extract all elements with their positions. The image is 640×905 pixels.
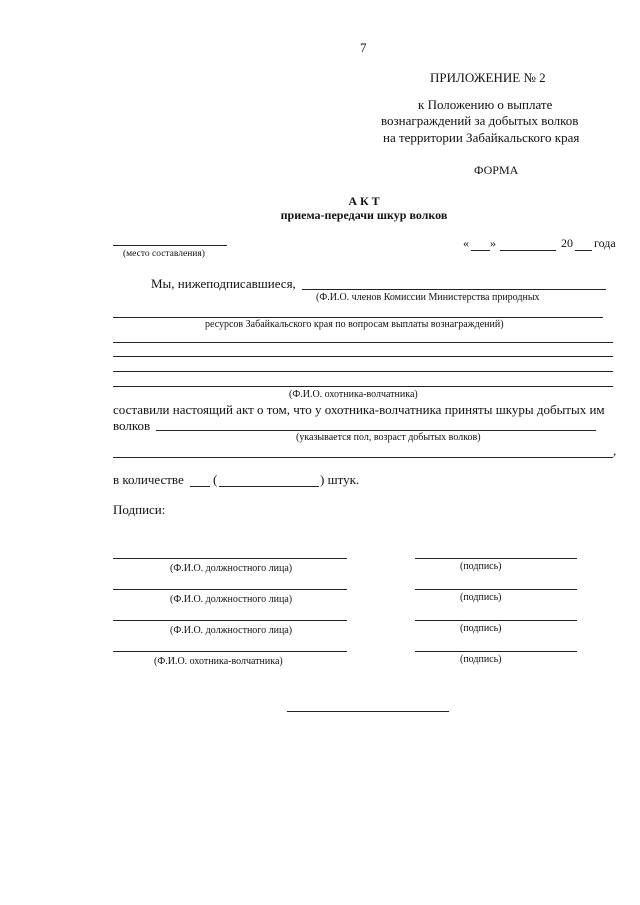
form-label: ФОРМА xyxy=(474,163,519,177)
page-number: 7 xyxy=(360,40,367,55)
comma: , xyxy=(613,443,617,458)
place-line[interactable] xyxy=(113,245,227,246)
signature-name-caption: (Ф.И.О. должностного лица) xyxy=(170,594,293,605)
signature-name-caption: (Ф.И.О. должностного лица) xyxy=(170,563,293,574)
quantity-open: ( xyxy=(213,472,218,487)
signature-sign-caption: (подпись) xyxy=(460,654,502,665)
act-subtitle: приема-передачи шкур волков xyxy=(280,208,448,222)
signature-sign-caption: (подпись) xyxy=(460,623,502,634)
signature-name-line[interactable] xyxy=(113,558,347,559)
signature-sign-line[interactable] xyxy=(415,620,577,621)
names-line-1[interactable] xyxy=(113,342,613,343)
commission-line-2[interactable] xyxy=(113,317,603,318)
commission-line-1[interactable] xyxy=(302,289,606,290)
place-caption: (место составления) xyxy=(123,249,205,259)
signature-name-line[interactable] xyxy=(113,589,347,590)
hunter-caption: (Ф.И.О. охотника-волчатника) xyxy=(289,389,418,400)
signature-sign-caption: (подпись) xyxy=(460,561,502,572)
date-open-quote: « xyxy=(463,236,469,250)
wolves-line[interactable] xyxy=(156,430,596,431)
compiled-text: составили настоящий акт о том, что у охотника-волчатника приняты шкуры добытых им xyxy=(113,402,605,417)
signature-name-line[interactable] xyxy=(113,651,347,652)
quantity-words-line[interactable] xyxy=(219,486,319,487)
wolves-label: волков xyxy=(113,418,151,433)
signature-sign-caption: (подпись) xyxy=(460,592,502,603)
signatures-label: Подписи: xyxy=(113,502,166,517)
ref-line-2: вознаграждений за добытых волков xyxy=(381,113,579,128)
wolves-line-2[interactable] xyxy=(113,457,613,458)
signature-sign-line[interactable] xyxy=(415,651,577,652)
signature-sign-line[interactable] xyxy=(415,558,577,559)
ref-line-1: к Положению о выплате xyxy=(418,97,553,112)
date-close-quote: » xyxy=(490,236,496,250)
date-day-line[interactable] xyxy=(471,250,490,251)
quantity-prefix: в количестве xyxy=(113,472,184,487)
quantity-suffix: ) штук. xyxy=(320,472,360,487)
names-line-3[interactable] xyxy=(113,371,613,372)
signature-sign-line[interactable] xyxy=(415,589,577,590)
wolves-caption: (указывается пол, возраст добытых волков) xyxy=(296,432,481,443)
act-title: А К Т xyxy=(348,194,380,208)
commission-caption-1: (Ф.И.О. членов Комиссии Министерства природных xyxy=(316,292,540,303)
date-month-line[interactable] xyxy=(500,250,556,251)
quantity-number-line[interactable] xyxy=(190,486,210,487)
hunter-line[interactable] xyxy=(113,386,613,387)
appendix-label: ПРИЛОЖЕНИЕ № 2 xyxy=(430,70,546,85)
date-year-line[interactable] xyxy=(575,250,592,251)
signature-name-line[interactable] xyxy=(113,620,347,621)
we-signed-text: Мы, нижеподписавшиеся, xyxy=(151,276,296,291)
names-line-2[interactable] xyxy=(113,356,613,357)
signature-name-caption: (Ф.И.О. должностного лица) xyxy=(170,625,293,636)
closing-divider xyxy=(287,711,449,712)
year-prefix: 20 xyxy=(561,236,573,250)
ref-line-3: на территории Забайкальского края xyxy=(383,130,580,145)
commission-caption-2: ресурсов Забайкальского края по вопросам выплаты вознаграждений) xyxy=(205,319,504,330)
signature-name-caption: (Ф.И.О. охотника-волчатника) xyxy=(154,656,283,667)
year-suffix: года xyxy=(594,236,616,250)
